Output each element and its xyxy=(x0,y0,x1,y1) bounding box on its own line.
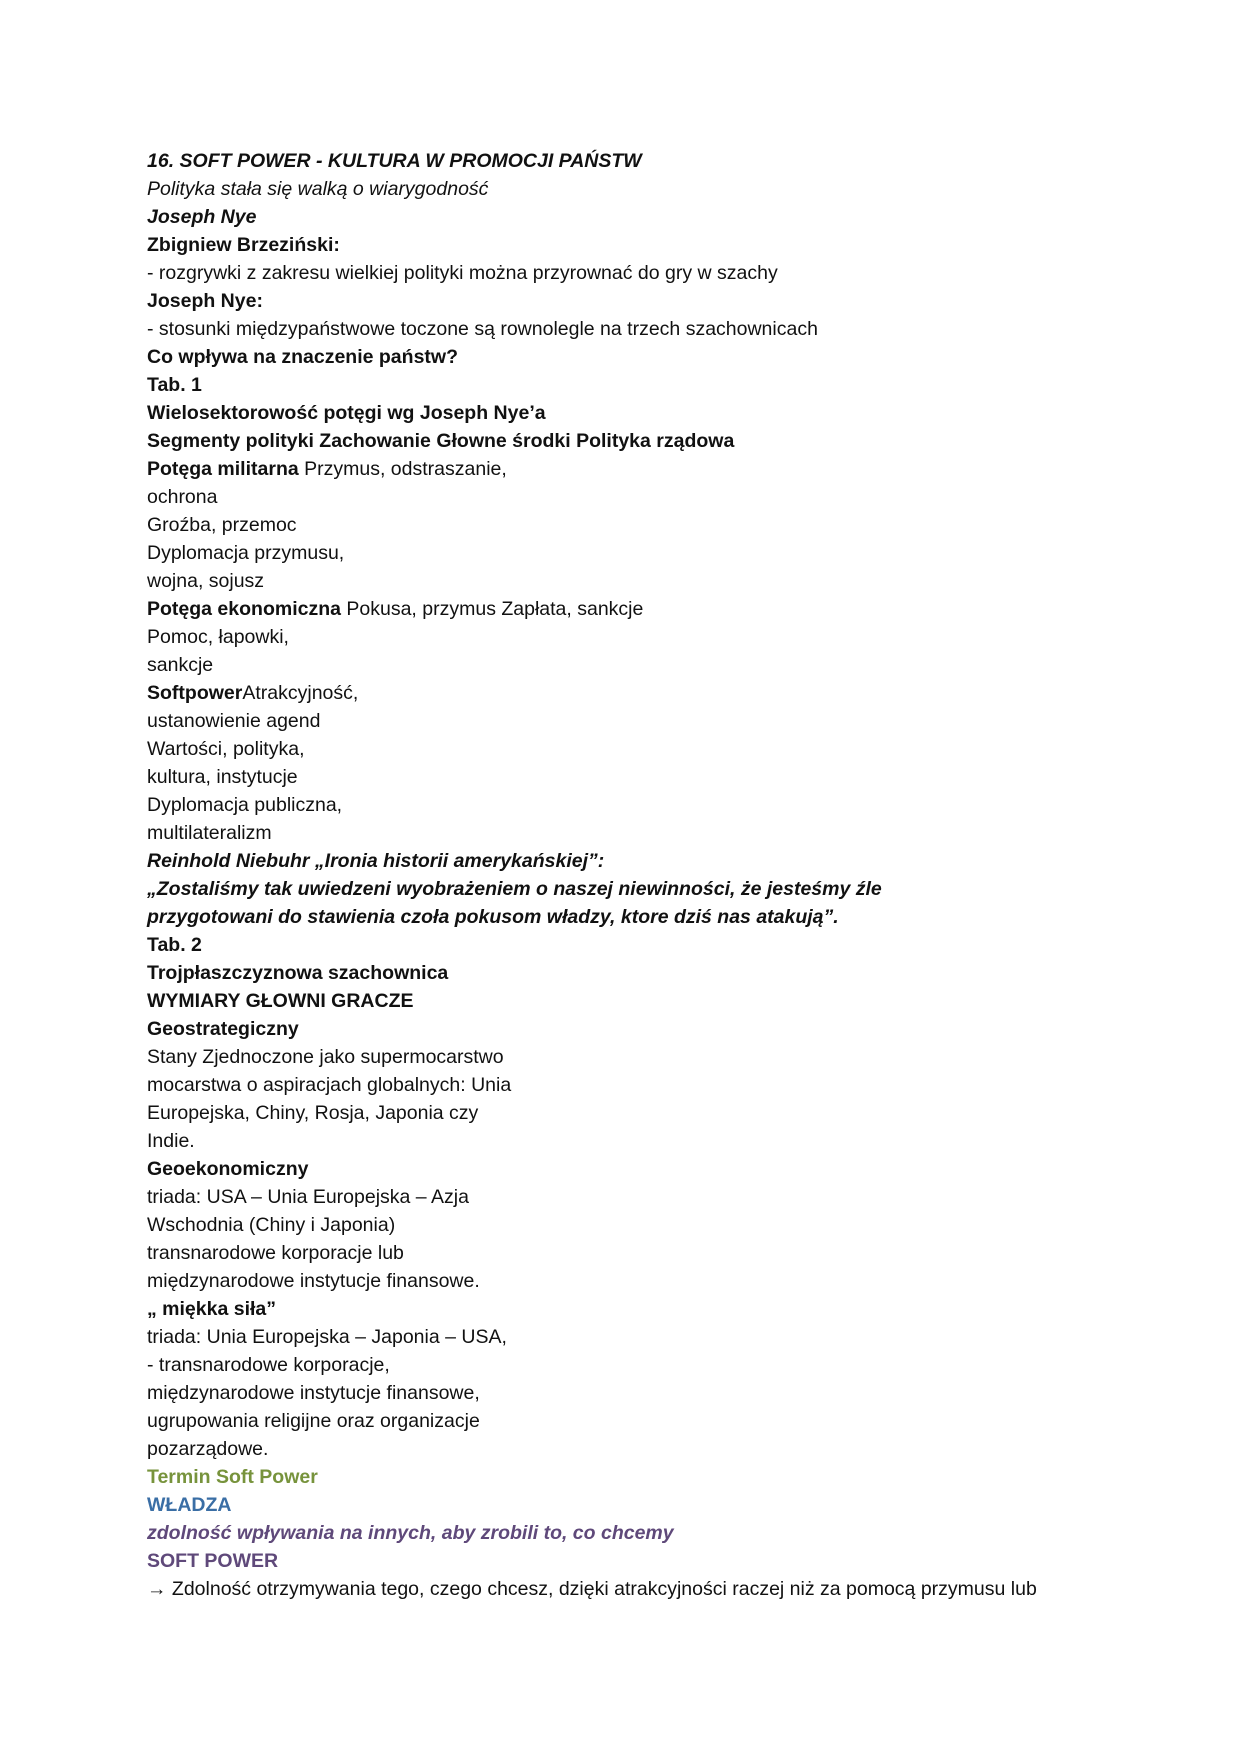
economic-line: sankcje xyxy=(147,654,214,676)
document-heading: 16. SOFT POWER - KULTURA W PROMOCJI PAŃSTW xyxy=(147,150,642,172)
table2-label: Tab. 2 xyxy=(147,934,202,956)
soft-power-dimension-line: ugrupowania religijne oraz organizacje xyxy=(147,1410,480,1432)
document-body xyxy=(147,147,1147,1603)
soft-power-dimension-label: „ miękka siła” xyxy=(147,1298,276,1320)
softpower-line: Wartości, polityka, xyxy=(147,738,305,760)
table1-label: Tab. 1 xyxy=(147,374,202,396)
softpower-line: Dyplomacja publiczna, xyxy=(147,794,343,816)
question-heading: Co wpływa na znaczenie państw? xyxy=(147,346,458,368)
soft-power-dimension-line: - transnarodowe korporacje, xyxy=(147,1354,390,1376)
geoeconomic-line: triada: USA – Unia Europejska – Azja xyxy=(147,1186,469,1208)
soft-power-dimension-line: pozarządowe. xyxy=(147,1438,269,1460)
brzezinski-label: Zbigniew Brzeziński: xyxy=(147,234,340,256)
geostrategic-label: Geostrategiczny xyxy=(147,1018,299,1040)
geostrategic-line: Stany Zjednoczone jako supermocarstwo xyxy=(147,1046,504,1068)
table1-header: Segmenty polityki Zachowanie Głowne środki Polityka rządowa xyxy=(147,430,735,452)
military-rest: Przymus, odstraszanie, xyxy=(298,458,507,480)
military-line: Dyplomacja przymusu, xyxy=(147,542,345,564)
geoeconomic-line: Wschodnia (Chiny i Japonia) xyxy=(147,1214,396,1236)
geostrategic-line: Indie. xyxy=(147,1130,195,1152)
softpower-line: multilateralizm xyxy=(147,822,272,844)
softpower-definition: → Zdolność otrzymywania tego, czego chcesz, dzięki atrakcyjności raczej niż za pomocą przymusu lub xyxy=(147,1578,1037,1600)
geoeconomic-label: Geoekonomiczny xyxy=(147,1158,309,1180)
author-line: Joseph Nye xyxy=(147,206,257,228)
geostrategic-line: mocarstwa o aspiracjach globalnych: Unia xyxy=(147,1074,512,1096)
economic-label: Potęga ekonomiczna xyxy=(147,598,341,620)
softpower-rest: Atrakcyjność, xyxy=(242,682,359,704)
economic-rest: Pokusa, przymus Zapłata, sankcje xyxy=(340,598,644,620)
softpower-label: Softpower xyxy=(147,682,243,704)
term-heading: Termin Soft Power xyxy=(147,1466,318,1488)
economic-line: Pomoc, łapowki, xyxy=(147,626,289,648)
table2-header: WYMIARY GŁOWNI GRACZE xyxy=(147,990,414,1012)
softpower-line: ustanowienie agend xyxy=(147,710,321,732)
table1-row-military xyxy=(147,455,1147,483)
table1-title: Wielosektorowość potęgi wg Joseph Nye’a xyxy=(147,402,546,424)
military-line: wojna, sojusz xyxy=(147,570,265,592)
softpower-line: kultura, instytucje xyxy=(147,766,298,788)
military-line: ochrona xyxy=(147,486,218,508)
geostrategic-line: Europejska, Chiny, Rosja, Japonia czy xyxy=(147,1102,479,1124)
soft-power-dimension-line: międzynarodowe instytucje finansowe, xyxy=(147,1382,480,1404)
power-definition: zdolność wpływania na innych, aby zrobili to, co chcemy xyxy=(147,1522,674,1544)
niebuhr-title: Reinhold Niebuhr „Ironia historii amerykańskiej”: xyxy=(147,850,605,872)
geoeconomic-line: transnarodowe korporacje lub xyxy=(147,1242,404,1264)
document-subtitle: Polityka stała się walką o wiarygodność xyxy=(147,178,489,200)
nye-label: Joseph Nye: xyxy=(147,290,263,312)
table2-title: Trojpłaszczyznowa szachownica xyxy=(147,962,449,984)
niebuhr-quote-line: przygotowani do stawienia czoła pokusom władzy, ktore dziś nas atakują”. xyxy=(147,906,839,928)
military-label: Potęga militarna xyxy=(147,458,299,480)
geoeconomic-line: międzynarodowe instytucje finansowe. xyxy=(147,1270,480,1292)
niebuhr-quote-line: „Zostaliśmy tak uwiedzeni wyobrażeniem o naszej niewinności, że jesteśmy źle xyxy=(147,878,882,900)
nye-text: - stosunki międzypaństwowe toczone są rownolegle na trzech szachownicach xyxy=(147,318,818,340)
brzezinski-text: - rozgrywki z zakresu wielkiej polityki można przyrownać do gry w szachy xyxy=(147,262,778,284)
table1-row-economic xyxy=(147,595,1147,623)
table1-row-soft xyxy=(147,679,1147,707)
power-heading: WŁADZA xyxy=(147,1494,232,1516)
military-line: Groźba, przemoc xyxy=(147,514,297,536)
softpower-heading: SOFT POWER xyxy=(147,1550,279,1572)
soft-power-dimension-line: triada: Unia Europejska – Japonia – USA, xyxy=(147,1326,507,1348)
